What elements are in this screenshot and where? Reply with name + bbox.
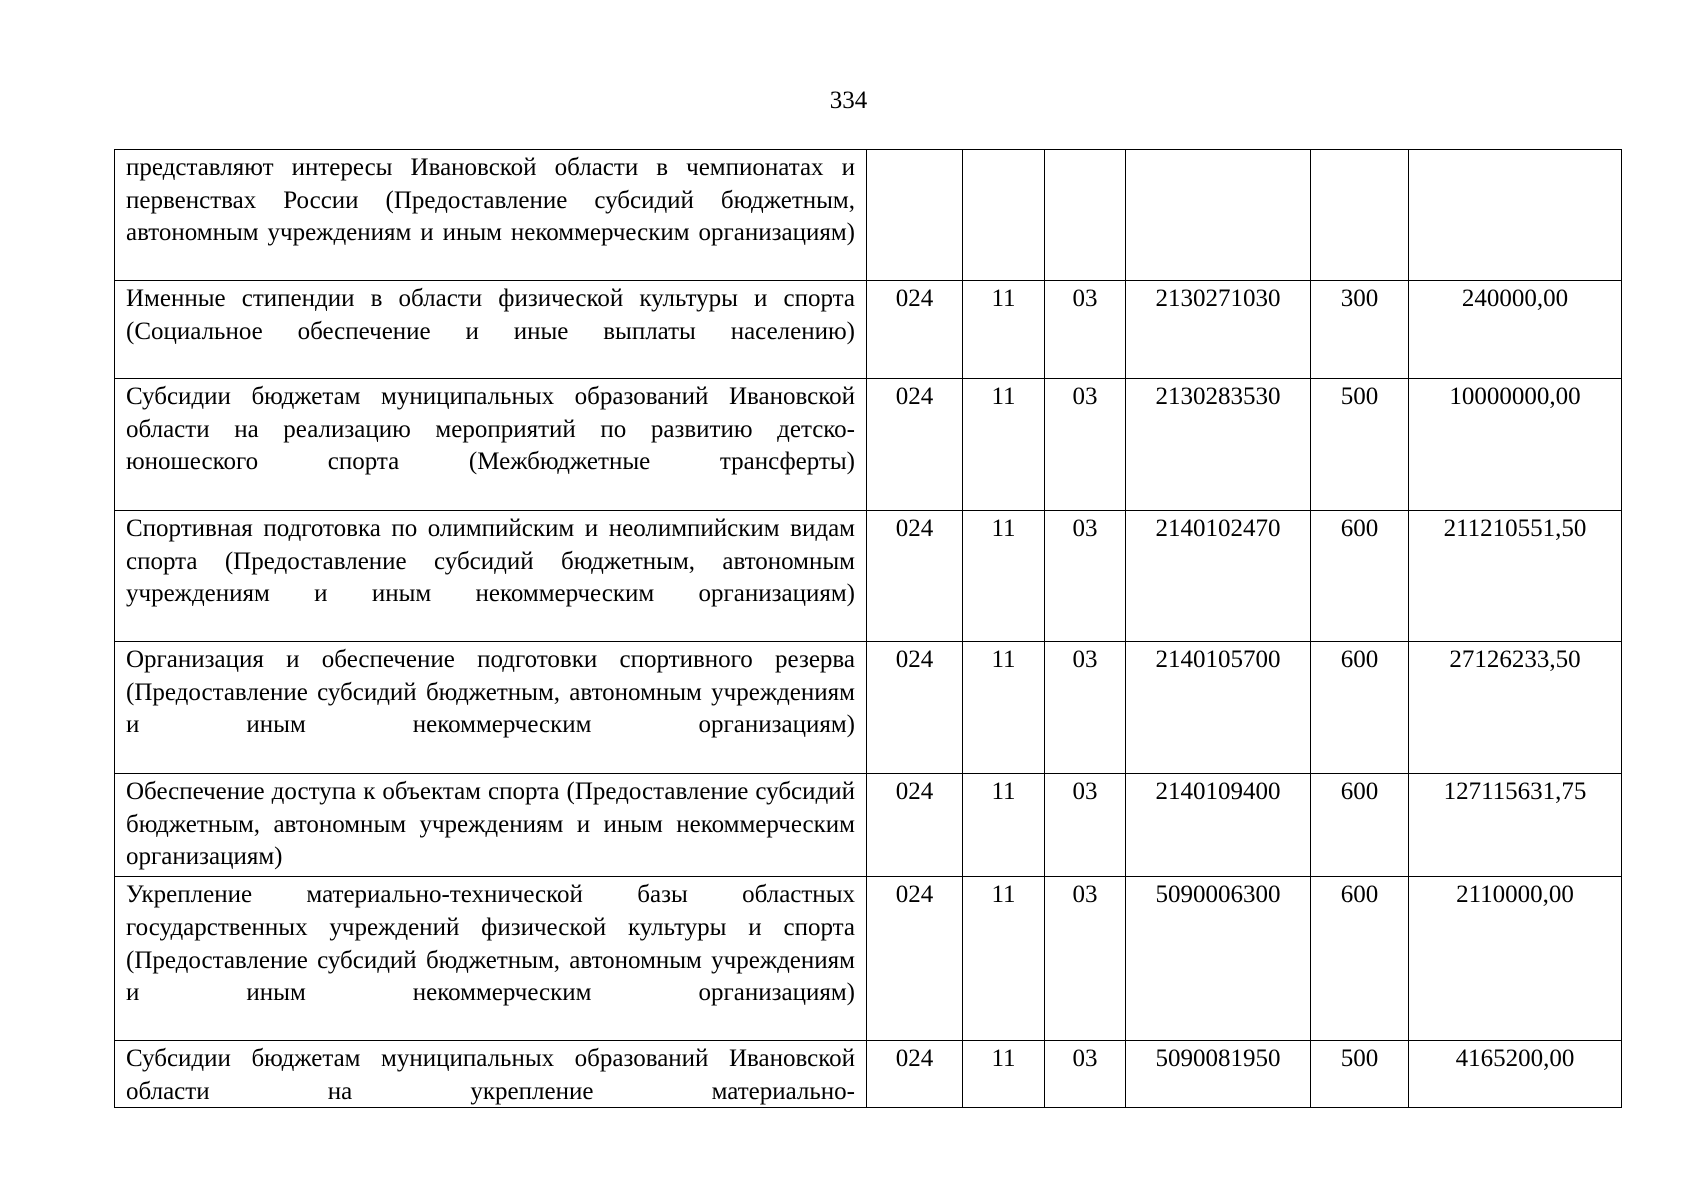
section-code: [963, 150, 1045, 281]
amount: 10000000,00: [1409, 379, 1622, 511]
amount: 240000,00: [1409, 281, 1622, 379]
ministry-code: 024: [867, 379, 963, 511]
amount: 27126233,50: [1409, 642, 1622, 774]
target-article-code: 2140102470: [1126, 511, 1311, 642]
expense-name: Субсидии бюджетам муниципальных образований Ивановской области на реализацию мероприятий по развитию детско-юношеского спорта (Межбюджетные трансферты): [115, 379, 867, 511]
expense-type-code: 600: [1311, 877, 1409, 1041]
subsection-code: [1045, 150, 1126, 281]
expense-type-code: 600: [1311, 774, 1409, 877]
ministry-code: 024: [867, 511, 963, 642]
target-article-code: 2130271030: [1126, 281, 1311, 379]
table-row: [115, 642, 1622, 774]
table-row: [115, 281, 1622, 379]
expense-type-code: 500: [1311, 1041, 1409, 1108]
ministry-code: 024: [867, 774, 963, 877]
ministry-code: 024: [867, 281, 963, 379]
section-code: 11: [963, 511, 1045, 642]
amount: 127115631,75: [1409, 774, 1622, 877]
target-article-code: 5090006300: [1126, 877, 1311, 1041]
expense-type-code: 500: [1311, 379, 1409, 511]
table-row: [115, 1041, 1622, 1108]
ministry-code: 024: [867, 877, 963, 1041]
amount: 2110000,00: [1409, 877, 1622, 1041]
table-row: [115, 379, 1622, 511]
expense-type-code: 600: [1311, 511, 1409, 642]
subsection-code: 03: [1045, 642, 1126, 774]
target-article-code: [1126, 150, 1311, 281]
section-code: 11: [963, 642, 1045, 774]
amount: 211210551,50: [1409, 511, 1622, 642]
table-row: [115, 511, 1622, 642]
expense-name: Спортивная подготовка по олимпийским и неолимпийским видам спорта (Предоставление субсидий бюджетным, автономным учреждениям и иным некоммерческим организациям): [115, 511, 867, 642]
expense-name-text: Субсидии бюджетам муниципальных образований Ивановской области на укрепление материально-: [126, 1045, 855, 1105]
expense-name: представляют интересы Ивановской области в чемпионатах и первенствах России (Предоставление субсидий бюджетным, автономным учреждениям и иным некоммерческим организациям): [115, 150, 867, 281]
target-article-code: 2140109400: [1126, 774, 1311, 877]
section-code: 11: [963, 774, 1045, 877]
target-article-code: 2140105700: [1126, 642, 1311, 774]
expense-name: Укрепление материально-технической базы областных государственных учреждений физической культуры и спорта (Предоставление субсидий бюджетным, автономным учреждениям и иным некоммерческим организациям): [115, 877, 867, 1041]
page-number: 334: [829, 87, 868, 114]
budget-table: [114, 149, 1622, 1108]
subsection-code: 03: [1045, 379, 1126, 511]
section-code: 11: [963, 1041, 1045, 1108]
table-row: [115, 150, 1622, 281]
target-article-code: 2130283530: [1126, 379, 1311, 511]
expense-type-code: 300: [1311, 281, 1409, 379]
section-code: 11: [963, 877, 1045, 1041]
ministry-code: 024: [867, 642, 963, 774]
ministry-code: [867, 150, 963, 281]
expense-type-code: [1311, 150, 1409, 281]
expense-type-code: 600: [1311, 642, 1409, 774]
subsection-code: 03: [1045, 1041, 1126, 1108]
expense-name: Именные стипендии в области физической культуры и спорта (Социальное обеспечение и иные выплаты населению): [115, 281, 867, 379]
table-row: [115, 877, 1622, 1041]
subsection-code: 03: [1045, 877, 1126, 1041]
expense-name: [115, 1041, 867, 1108]
section-code: 11: [963, 281, 1045, 379]
expense-name: Обеспечение доступа к объектам спорта (Предоставление субсидий бюджетным, автономным учреждениям и иным некоммерческим организациям): [115, 774, 867, 877]
subsection-code: 03: [1045, 774, 1126, 877]
ministry-code: 024: [867, 1041, 963, 1108]
subsection-code: 03: [1045, 511, 1126, 642]
expense-name: Организация и обеспечение подготовки спортивного резерва (Предоставление субсидий бюджетным, автономным учреждениям и иным некоммерческим организациям): [115, 642, 867, 774]
subsection-code: 03: [1045, 281, 1126, 379]
section-code: 11: [963, 379, 1045, 511]
target-article-code: 5090081950: [1126, 1041, 1311, 1108]
amount: 4165200,00: [1409, 1041, 1622, 1108]
table-row: [115, 774, 1622, 877]
amount: [1409, 150, 1622, 281]
